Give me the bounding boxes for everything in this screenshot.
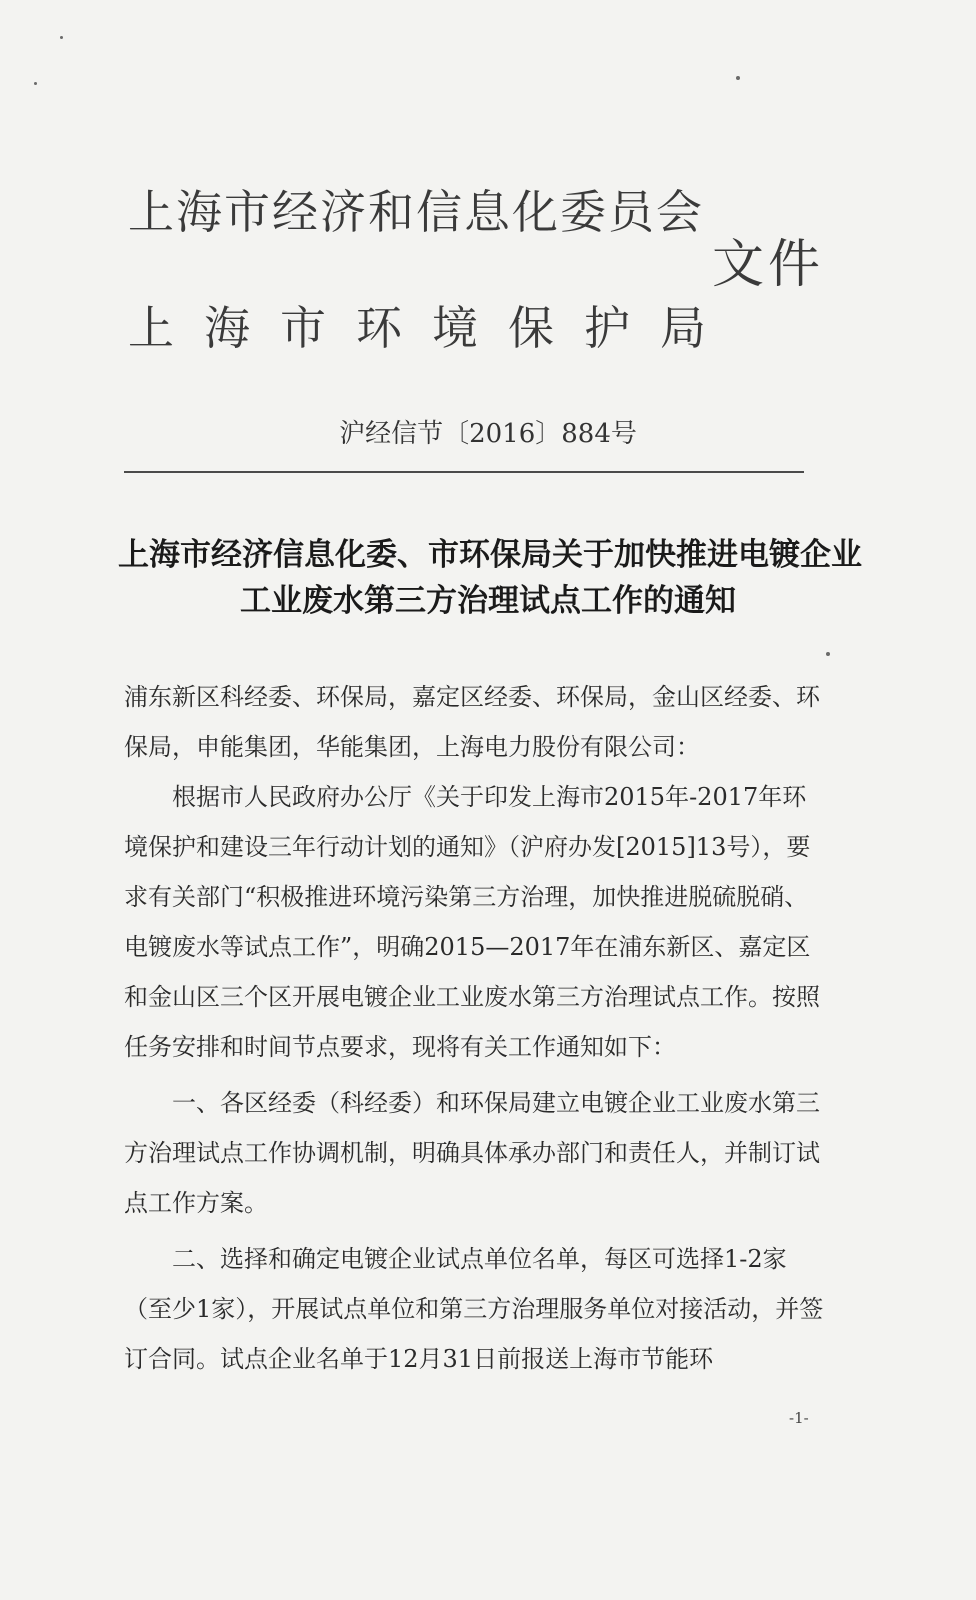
scan-speck: [736, 76, 740, 80]
document-title: [118, 532, 862, 624]
document-label: 文件: [712, 235, 825, 295]
scan-speck: [60, 36, 63, 39]
header-divider: [124, 471, 804, 473]
body-paragraph-2: 一、各区经委（科经委）和环保局建立电镀企业工业废水第三方治理试点工作协调机制，明确具体承办部门和责任人，并制订试点工作方案。: [124, 1089, 820, 1217]
document-body: [124, 672, 824, 1384]
scan-speck: [34, 82, 37, 85]
body-paragraph-1: 根据市人民政府办公厅《关于印发上海市2015年-2017年环境保护和建设三年行动计划的通知》（沪府办发[2015]13号），要求有关部门“积极推进环境污染第三方治理，加快推进脱硫脱硝、电镀废水等试点工作”，明确2015—2017年在浦东新区、嘉定区和金山区三个区开展电镀企业工业废水第三方治理试点工作。按照任务安排和时间节点要求，现将有关工作通知如下：: [124, 783, 820, 1061]
page-number: -1-: [789, 1409, 809, 1427]
title-line-1: 上海市经济信息化委、市环保局关于加快推进电镀企业: [118, 537, 862, 573]
document-number: 沪经信节〔2016〕884号: [339, 419, 637, 449]
title-line-2: 工业废水第三方治理试点工作的通知: [240, 583, 736, 619]
body-paragraph-3: 二、选择和确定电镀企业试点单位名单，每区可选择1-2家（至少1家），开展试点单位和第三方治理服务单位对接活动，并签订合同。试点企业名单于12月31日前报送上海市节能环: [124, 1245, 824, 1373]
issuer-name-economy-commission: 上海市经济和信息化委员会: [128, 185, 704, 239]
addressee-paragraph: 浦东新区科经委、环保局，嘉定区经委、环保局，金山区经委、环保局，申能集团，华能集团，上海电力股份有限公司：: [124, 683, 820, 761]
issuer-name-environment-bureau: 上海市环境保护局: [128, 301, 736, 355]
scan-speck: [826, 652, 830, 656]
